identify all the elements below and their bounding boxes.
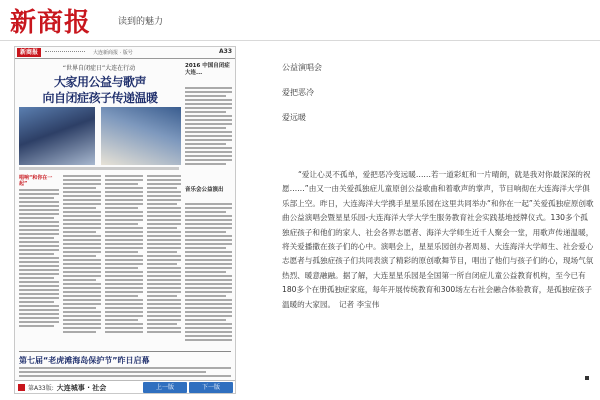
page-section-divider: [19, 351, 231, 352]
page-photo-stage: [19, 107, 95, 165]
article-end-mark: [585, 376, 589, 380]
article-body: “爱让心灵不孤单，爱把恶冷变远暖……若一道彩虹和一片晴朗，就是我对你最深深的祝愿……”由又一由关爱孤独症儿童原创公益歌曲和着歌声的掌声，节目响彻在大连海洋大学俱乐部上空。昨日，大连海洋大学携手星星乐园在这里共同举办“和你在一起”关爱孤独症原创歌曲公益演唱会暨星星乐园-大连海洋大学大学生服务教育社会实践基地授牌仪式。130多个孤独症孩子和他们的家人、社会各界志愿者、海洋大学师生近千人聚会一堂，用歌声传递温暖，将关爱播撒在孩子们的心中。演唱会上，星星乐园创办者周易、大连海洋大学师生、社会爱心志愿者与孤独症孩子们共同表演了精彩的原创歌舞节目，唱出了他们与孩子们的心，现场气氛热烈、暖意融融。据了解，大连星星乐园是全国第一所自闭症儿童公益教育机构，至今已有180多个在册孤独症家庭，每年开展传统教育和300场左右社会融合体验教育，是孤独症孩子温暖的大家园。 记者 李宝伟: [282, 170, 594, 309]
side-text-column: [185, 87, 232, 167]
bottom-text-lines: [19, 367, 231, 379]
text-column-4: [147, 175, 181, 335]
next-page-button[interactable]: 下一版: [189, 382, 233, 393]
photo-caption: [19, 167, 179, 170]
masthead-divider: [0, 40, 600, 41]
page-top-bar: [15, 47, 235, 59]
masthead: [0, 0, 600, 40]
page-side-headline[interactable]: 2016 中国自闭症大连...: [185, 63, 230, 76]
prev-page-button[interactable]: 上一版: [143, 382, 187, 393]
page-date: 大连新商报 · 版号: [93, 50, 133, 56]
page-sub-headline[interactable]: 唱响“和你在一起”: [19, 175, 53, 187]
page-side-headline-2[interactable]: 音乐会公益演出: [185, 187, 224, 193]
newspaper-page-thumbnail[interactable]: [14, 46, 236, 394]
text-column-3: [105, 175, 143, 335]
page-headline-line2[interactable]: 向自闭症孩子传递温暖: [42, 91, 158, 105]
page-kicker: “世界自闭症日”大连在行动: [62, 65, 136, 72]
text-column-1: [19, 189, 59, 329]
page-number: A33: [219, 48, 232, 55]
page-logo: 新商报: [17, 48, 41, 57]
page-icon: [18, 384, 25, 391]
page-footer-section: 大连城事 · 社会: [56, 384, 107, 392]
side-text-column-2: [185, 203, 232, 343]
article-title: 公益演唱会: [282, 63, 322, 72]
page-footer: [15, 380, 235, 394]
page-footer-label: 第A33版:: [28, 385, 54, 392]
page-top-dotline: [45, 51, 85, 55]
site-logo[interactable]: 新商报: [10, 8, 92, 38]
article-author: 爱把恶冷: [282, 88, 314, 97]
article-subtitle: 爱远暖: [282, 113, 306, 122]
text-column-2: [63, 175, 101, 335]
page-headline-line1[interactable]: 大家用公益与歌声: [53, 75, 146, 89]
site-slogan: 读到的魅力: [118, 17, 164, 27]
page-bottom-headline[interactable]: 第七届“老虎滩海岛保护节”昨日启幕: [19, 356, 150, 365]
page-photo-ceremony: [101, 107, 181, 165]
page-footer-text: [28, 383, 106, 393]
